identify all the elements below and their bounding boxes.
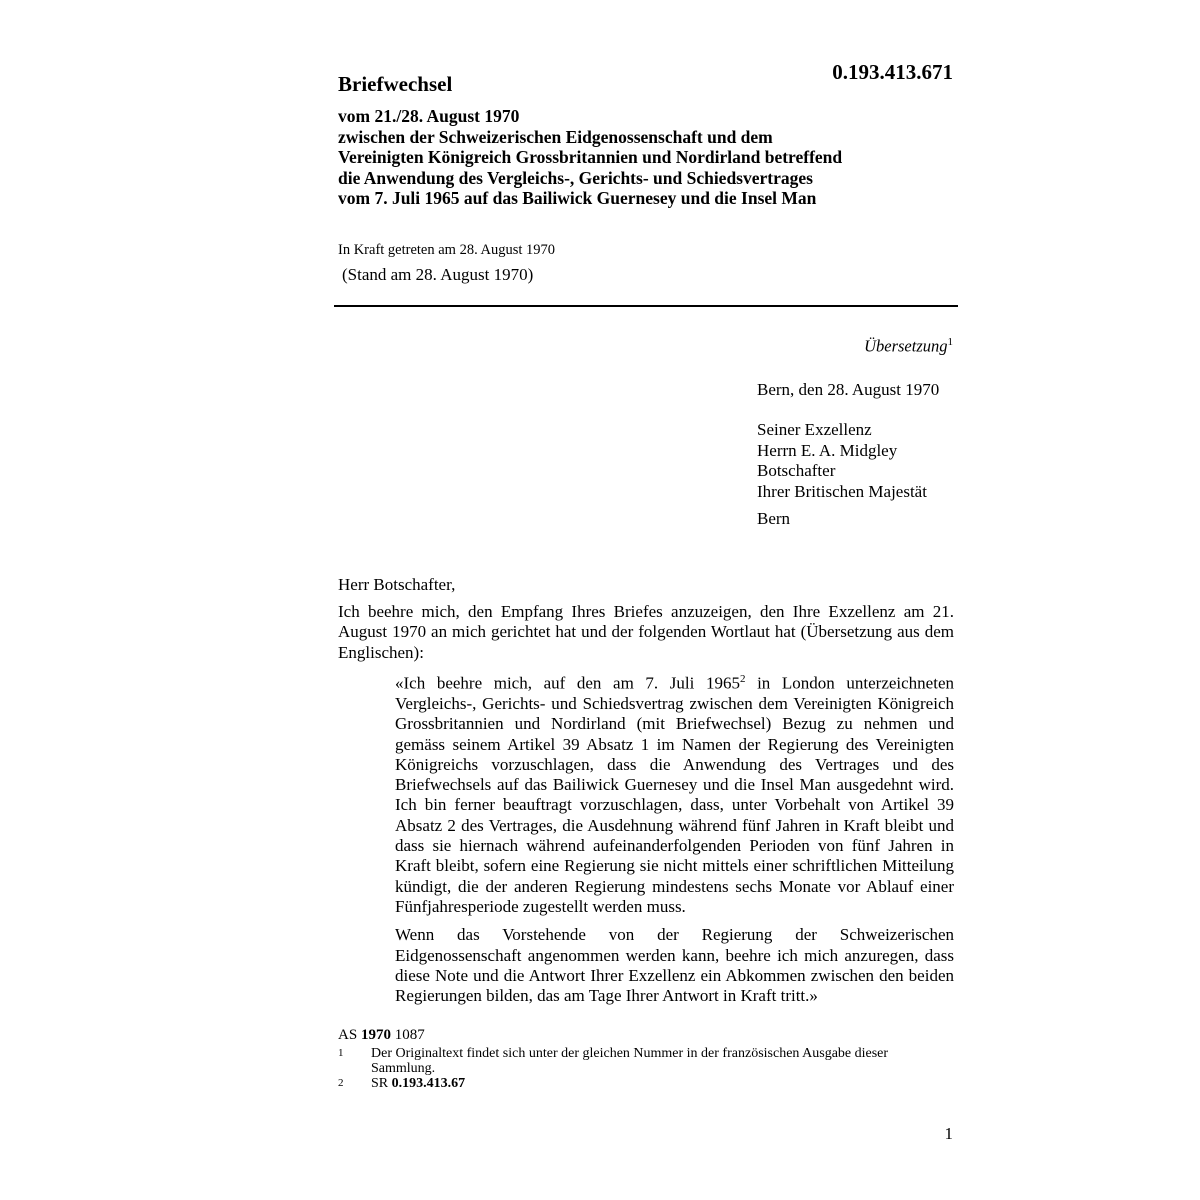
- as-year: 1970: [360, 1027, 391, 1043]
- footnote: [338, 1076, 938, 1091]
- sr-number: 0.193.413.671: [832, 60, 953, 84]
- addressee-block: [757, 420, 927, 502]
- document-type-title: Briefwechsel: [338, 72, 453, 96]
- footnote-number: 2: [338, 1077, 344, 1089]
- footnote-text: [371, 1076, 938, 1091]
- addressee-city: Bern: [757, 509, 791, 528]
- subtitle-line: die Anwendung des Vergleichs-, Gerichts- und Schiedsvertrages: [338, 167, 813, 188]
- as-prefix: AS: [338, 1027, 358, 1043]
- addressee-line: Botschafter: [757, 461, 836, 480]
- quote-text: in London unterzeichneten Vergleichs-, Gerichts- und Schiedsvertrag zwischen dem Vereinigten Königreich Grossbritannien und Nordirland (mit Briefwechsel) Bezug zu nehmen und gemäss seinem Artikel 39 Absatz 1 im Namen der Regierung des Vereinigten Königreichs vorzuschlagen, dass die Anwendung des Vertrages und des Briefwechsels auf das Bailiwick Guernesey und die Insel Man ausgedehnt wird. Ich bin ferner beauftragt vorzuschlagen, dass, unter Vorbehalt von Artikel 39 Absatz 2 des Vertrages, die Ausdehnung während fünf Jahren in Kraft bleibt und dass sie hiernach während aufeinanderfolgenden Perioden von fünf Jahren in Kraft bleibt, sofern eine Regierung sie nicht mittels einer schriftlichen Mitteilung kündigt, die der anderen Regierung mindestens sechs Monate vor Ablauf einer Fünfjahresperiode zugestellt werden muss.: [395, 673, 954, 916]
- salutation: Herr Botschafter,: [338, 575, 456, 594]
- footnote-ref[interactable]: 2: [739, 673, 746, 685]
- page-number: 1: [944, 1124, 953, 1143]
- footnote: [338, 1046, 938, 1076]
- addressee-line: Seiner Exzellenz: [757, 420, 872, 439]
- intro-paragraph: Ich beehre mich, den Empfang Ihres Briefes anzuzeigen, den Ihre Exzellenz am 21. August 1970 an mich gerichtet hat und der folgenden Wortlaut hat (Übersetzung aus dem Englischen):: [338, 602, 954, 662]
- translation-text: Übersetzung: [864, 336, 948, 356]
- translation-label: [700, 336, 953, 357]
- quote-text: «Ich beehre mich, auf den am 7. Juli 1965: [395, 673, 740, 693]
- in-force-date: In Kraft getreten am 28. August 1970: [338, 242, 556, 258]
- place-date: Bern, den 28. August 1970: [757, 380, 940, 399]
- footnote-prefix: SR: [371, 1076, 389, 1091]
- quote-paragraph: Wenn das Vorstehende von der Regierung der Schweizerischen Eidgenossenschaft angenommen werden kann, beehre ich mich anzuregen, dass diese Note und die Antwort Ihrer Exzellenz ein Abkommen zwischen den beiden Regierungen bilden, das am Tage Ihrer Antwort in Kraft tritt.»: [395, 925, 954, 1006]
- as-page: 1087: [394, 1027, 425, 1043]
- footnote-ref[interactable]: 1: [947, 336, 953, 348]
- official-collection-reference: [338, 1027, 425, 1044]
- quote-paragraph: [395, 669, 954, 917]
- addressee-line: Ihrer Britischen Majestät: [757, 481, 927, 501]
- quoted-letter: [395, 669, 954, 1014]
- footnote-sr-link[interactable]: 0.193.413.67: [391, 1076, 466, 1091]
- footnote-number: 1: [338, 1047, 344, 1059]
- document-subtitle: [338, 106, 958, 209]
- subtitle-line: Vereinigten Königreich Grossbritannien und Nordirland betreffend: [338, 147, 843, 167]
- subtitle-line: zwischen der Schweizerischen Eidgenossenschaft und dem: [338, 126, 773, 147]
- subtitle-line: vom 21./28. August 1970: [338, 106, 520, 126]
- subtitle-line: vom 7. Juli 1965 auf das Bailiwick Guernesey und die Insel Man: [338, 188, 817, 208]
- footnotes: [338, 1046, 938, 1091]
- status-date: (Stand am 28. August 1970): [342, 265, 534, 284]
- header-divider: [334, 305, 958, 307]
- addressee-line: Herrn E. A. Midgley: [757, 440, 898, 460]
- footnote-text: Der Originaltext findet sich unter der gleichen Nummer in der französischen Ausgabe dieser Sammlung.: [371, 1046, 889, 1076]
